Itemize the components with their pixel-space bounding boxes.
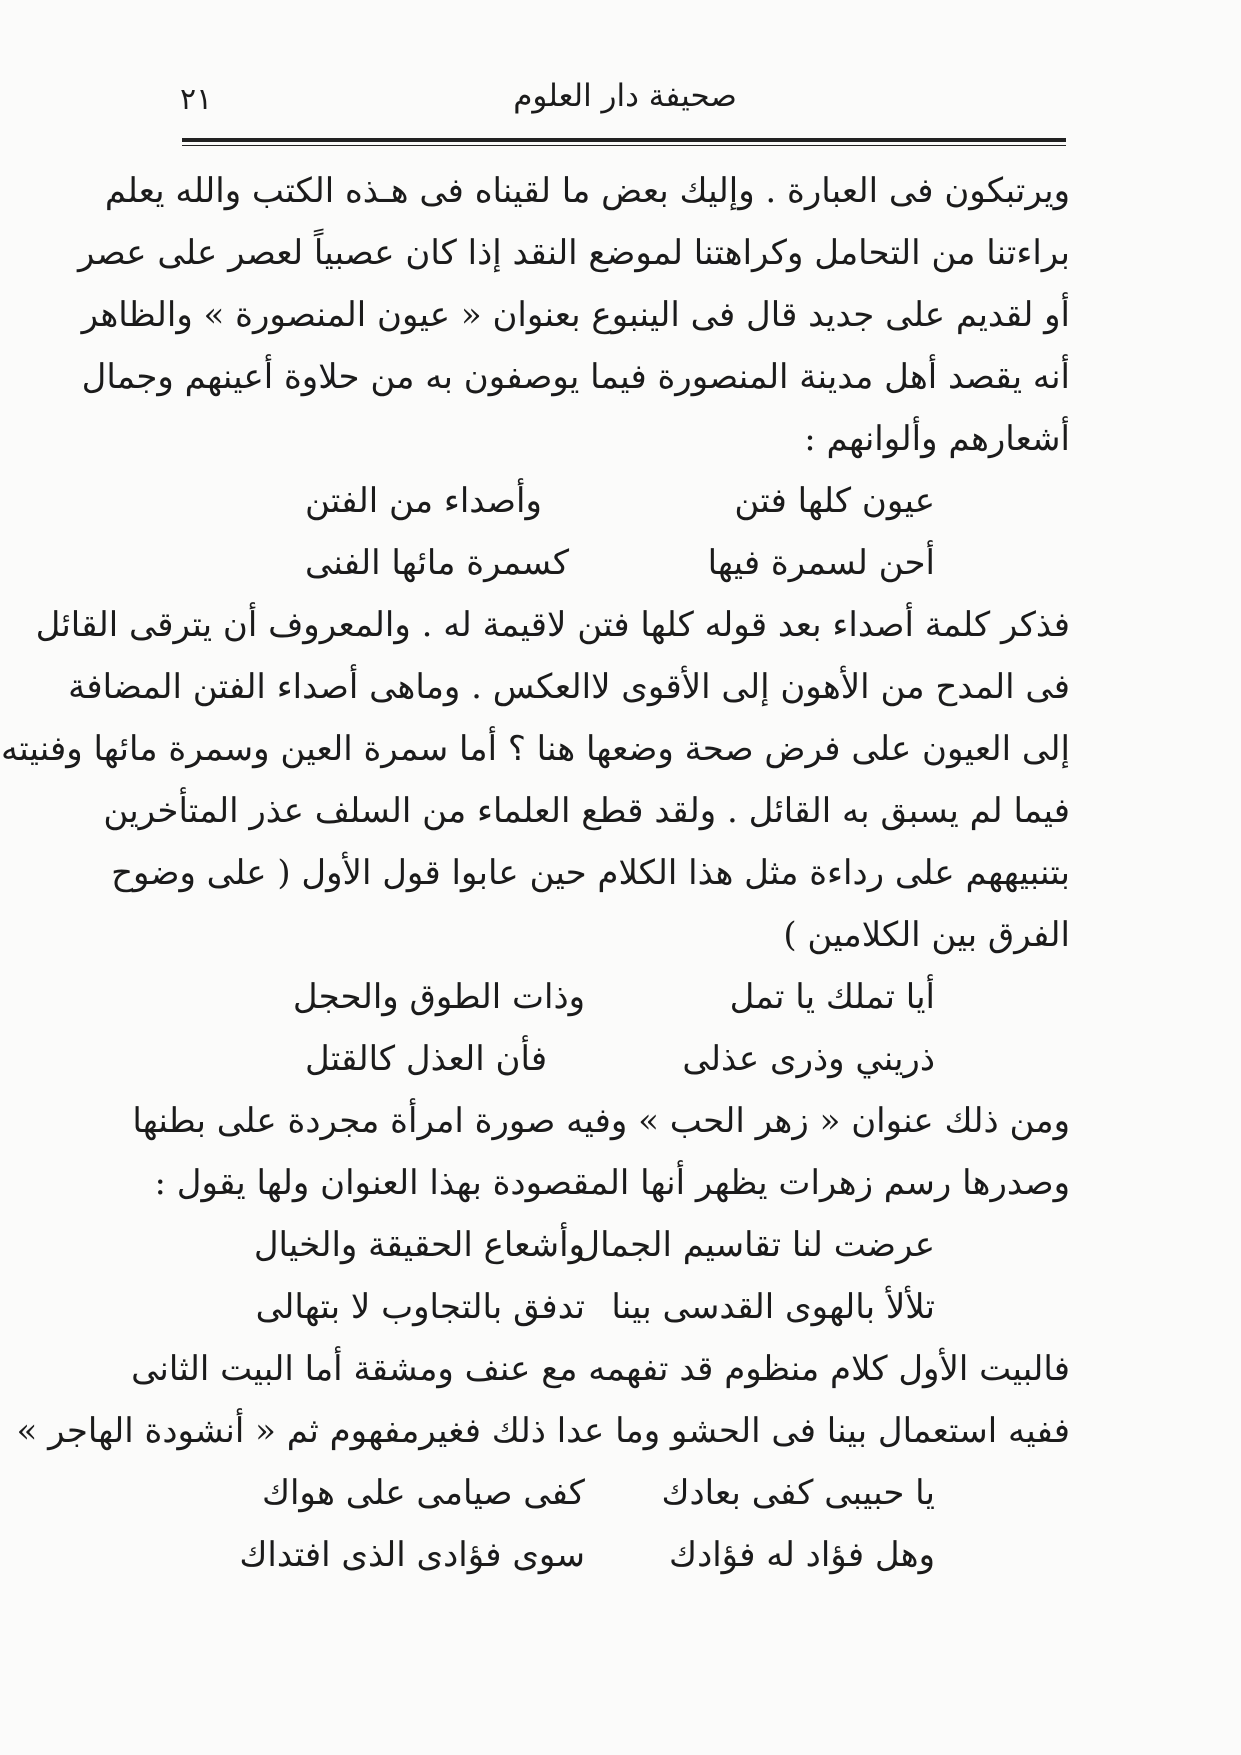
verse-second-hemistich: فأن العذل كالقتل (305, 1039, 548, 1079)
verse-first-hemistich: عرضت لنا تقاسيم الجمال (575, 1225, 935, 1265)
verse-line (170, 1462, 1070, 1524)
text-line: بتنبيههم على رداءة مثل هذا الكلام حين عابوا قول الأول ( على وضوح (111, 853, 1070, 893)
verse-first-hemistich: أحن لسمرة فيها (707, 543, 935, 583)
text-line: براءتنا من التحامل وكراهتنا لموضع النقد إذا كان عصبياً لعصر على عصر (78, 233, 1070, 273)
page-number: ٢١ (180, 82, 213, 117)
verse-line (170, 1028, 1070, 1090)
verse-first-hemistich: أيا تملك يا تمل (729, 977, 935, 1017)
text-line: ففيه استعمال بينا فى الحشو وما عدا ذلك فغيرمفهوم ثم « أنشودة الهاجر » (16, 1411, 1070, 1451)
running-head (180, 78, 1070, 128)
poem-2 (170, 966, 1070, 1090)
verse-first-hemistich: عيون كلها فتن (734, 481, 935, 521)
text-line: أو لقديم على جديد قال فى الينبوع بعنوان « عيون المنصورة » والظاهر (81, 295, 1070, 335)
verse-second-hemistich: كفى صيامى على هواك (261, 1473, 585, 1513)
running-title: صحيفة دار العلوم (513, 78, 737, 114)
poem-4 (170, 1462, 1070, 1586)
verse-second-hemistich: وذات الطوق والحجل (292, 977, 585, 1017)
verse-first-hemistich: ذريني وذرى عذلى (682, 1039, 935, 1079)
text-line: ومن ذلك عنوان « زهر الحب » وفيه صورة امرأة مجردة على بطنها (132, 1101, 1070, 1141)
poem-3 (170, 1214, 1070, 1338)
text-line: إلى العيون على فرض صحة وضعها هنا ؟ أما سمرة العين وسمرة مائها وفنيته (1, 729, 1070, 769)
paragraph-4 (16, 1338, 1070, 1462)
text-line: ويرتبكون فى العبارة . وإليك بعض ما لقيناه فى هـذه الكتب والله يعلم (104, 171, 1070, 211)
verse-second-hemistich: سوى فؤادى الذى افتداك (239, 1535, 585, 1575)
text-line: فذكر كلمة أصداء بعد قوله كلها فتن لاقيمة له . والمعروف أن يترقى القائل (35, 605, 1070, 645)
verse-first-hemistich: تلألأ بالهوى القدسى بينا (611, 1287, 935, 1327)
verse-first-hemistich: يا حبيبى كفى بعادك (661, 1473, 935, 1513)
paragraph-2 (1, 594, 1070, 966)
text-line: وصدرها رسم زهرات يظهر أنها المقصودة بهذا العنوان ولها يقول : (154, 1163, 1070, 1203)
verse-second-hemistich: وأصداء من الفتن (305, 481, 542, 521)
verse-second-hemistich: كسمرة مائها الفنى (305, 543, 570, 583)
verse-line (170, 470, 1070, 532)
paragraph-3 (132, 1090, 1070, 1214)
verse-line (170, 966, 1070, 1028)
verse-second-hemistich: وأشعاع الحقيقة والخيال (253, 1225, 585, 1265)
verse-line (170, 1214, 1070, 1276)
text-line: أشعارهم وألوانهم : (804, 419, 1070, 459)
verse-line (170, 1524, 1070, 1586)
verse-line (170, 1276, 1070, 1338)
verse-second-hemistich: تدفق بالتجاوب لا بتهالى (255, 1287, 585, 1327)
text-line: أنه يقصد أهل مدينة المنصورة فيما يوصفون به من حلاوة أعينهم وجمال (81, 357, 1070, 397)
poem-1 (170, 470, 1070, 594)
text-line: فالبيت الأول كلام منظوم قد تفهمه مع عنف ومشقة أما البيت الثانى (131, 1349, 1070, 1389)
paragraph-1 (78, 160, 1070, 470)
verse-line (170, 532, 1070, 594)
text-line: الفرق بين الكلامين ) (783, 915, 1070, 955)
header-double-rule (182, 138, 1066, 146)
verse-first-hemistich: وهل فؤاد له فؤادك (669, 1535, 935, 1575)
text-line: فى المدح من الأهون إلى الأقوى لاالعكس . وماهى أصداء الفتن المضافة (68, 667, 1070, 707)
text-line: فيما لم يسبق به القائل . ولقد قطع العلماء من السلف عذر المتأخرين (103, 791, 1070, 831)
page-body (1, 160, 1070, 1586)
